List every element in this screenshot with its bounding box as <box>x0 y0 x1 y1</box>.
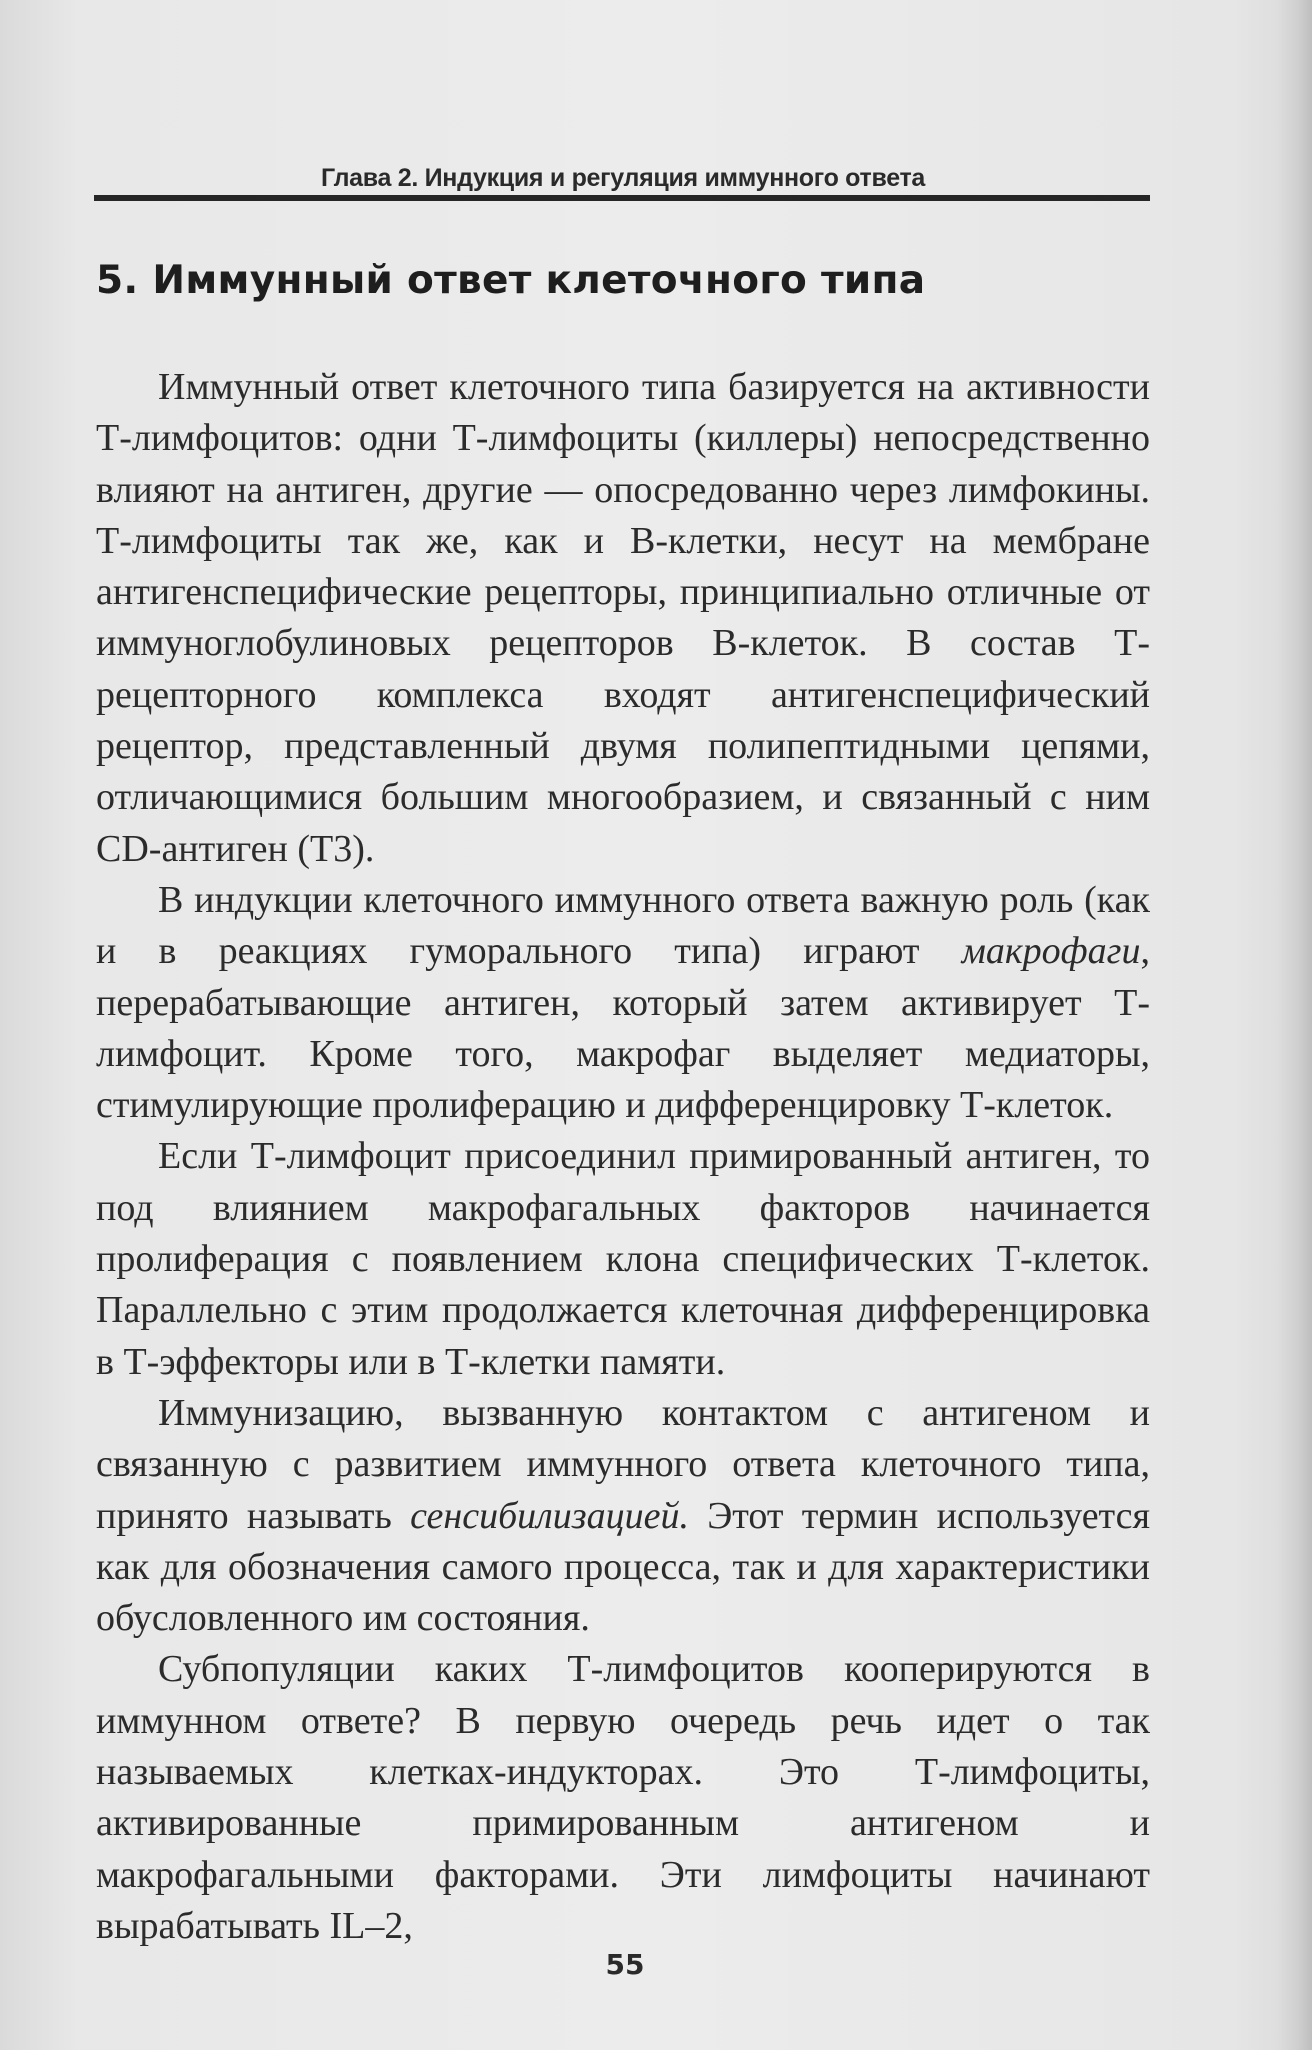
paragraph-4-emphasis: сенсибилизацией. <box>410 1494 689 1537</box>
header-rule <box>94 195 1150 201</box>
body-text <box>96 362 1150 1952</box>
paragraph-3: Если Т-лимфоцит присоединил примированный антиген, то под влиянием макрофагальных факторов начинается пролиферация с появлением клона специфических Т-клеток. Параллельно с этим продолжается клеточная дифференцировка в Т-эффекторы или в Т-клетки памяти. <box>96 1135 1150 1383</box>
paragraph-4-text-before: Иммунизацию, вызванную контактом с антигеном и связанную с развитием иммунного ответа клеточного типа, принято называть <box>96 1391 1150 1537</box>
running-head: Глава 2. Индукция и регуляция иммунного ответа <box>320 164 926 192</box>
paragraph-2 <box>96 875 1150 1131</box>
page-number: 55 <box>605 1948 645 1981</box>
paragraph-1: Иммунный ответ клеточного типа базируется на активности Т-лимфоцитов: одни Т-лимфоциты (киллеры) непосредственно влияют на антиген, другие — опосредованно через лимфокины. Т-лимфоциты так же, как и В-клетки, несут на мембране антигенспецифические рецепторы, принципиально отличные от иммуноглобулиновых рецепторов В-клеток. В состав Т-рецепторного комплекса входят антигенспецифический рецептор, представленный двумя полипептидными цепями, отличающимися большим многообразием, и связанный с ним CD-антиген (Т3). <box>96 366 1150 870</box>
paragraph-2-text-after: , перерабатывающие антиген, который затем активирует Т-лимфоцит. Кроме того, макрофаг выделяет медиаторы, стимулирующие пролиферацию и дифференцировку Т-клеток. <box>96 930 1150 1127</box>
paragraph-2-text-before: В индукции клеточного иммунного ответа важную роль (как и в реакциях гуморального типа) играют <box>96 878 1150 973</box>
paragraph-2-emphasis: макрофаги <box>961 930 1141 973</box>
paragraph-5: Субпопуляции каких Т-лимфоцитов кооперируются в иммунном ответе? В первую очередь речь идет о так называемых клетках-индукторах. Это Т-лимфоциты, активированные примированным антигеном и макрофагальными факторами. Эти лимфоциты начинают вырабатывать IL–2, <box>96 1648 1150 1947</box>
paragraph-4-text-after: Этот термин используется как для обозначения самого процесса, так и для характеристики обусловленного им состояния. <box>96 1494 1150 1640</box>
section-heading: 5. Иммунный ответ клеточного типа <box>96 258 926 303</box>
page-edge-shadow <box>1276 0 1312 2050</box>
paragraph-4 <box>96 1388 1150 1644</box>
